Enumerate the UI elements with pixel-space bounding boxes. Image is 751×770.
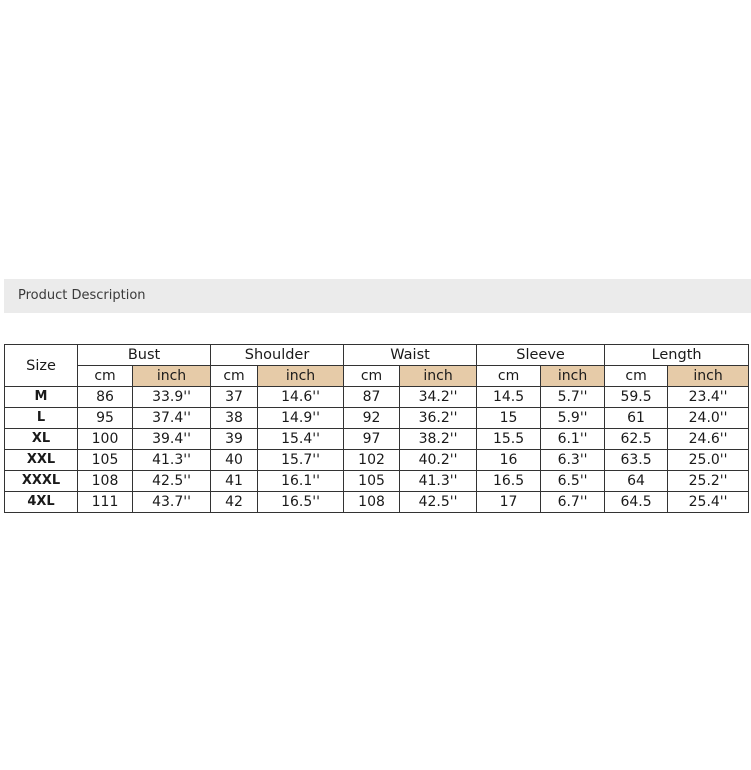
table-row	[5, 450, 749, 471]
length-cm-cell: 62.5	[605, 429, 668, 450]
shoulder-cm-cell: 37	[211, 387, 258, 408]
bust-inch-cell: 41.3''	[133, 450, 211, 471]
bust-cm-cell: 100	[78, 429, 133, 450]
bust-inch-cell: 33.9''	[133, 387, 211, 408]
sleeve-cm-cell: 16.5	[477, 471, 541, 492]
shoulder-cm-header: cm	[211, 366, 258, 387]
length-inch-cell: 24.0''	[668, 408, 749, 429]
length-cm-cell: 64.5	[605, 492, 668, 513]
sleeve-inch-header: inch	[541, 366, 605, 387]
sleeve-cm-cell: 17	[477, 492, 541, 513]
shoulder-inch-cell: 16.5''	[258, 492, 344, 513]
waist-cm-header: cm	[344, 366, 400, 387]
shoulder-cm-cell: 39	[211, 429, 258, 450]
shoulder-header: Shoulder	[211, 345, 344, 366]
sleeve-cm-header: cm	[477, 366, 541, 387]
sleeve-cm-cell: 14.5	[477, 387, 541, 408]
waist-cm-cell: 87	[344, 387, 400, 408]
unit-header-row	[5, 366, 749, 387]
bust-inch-cell: 37.4''	[133, 408, 211, 429]
size-cell: M	[5, 387, 78, 408]
waist-inch-cell: 36.2''	[400, 408, 477, 429]
bust-cm-cell: 108	[78, 471, 133, 492]
waist-cm-cell: 108	[344, 492, 400, 513]
sleeve-header: Sleeve	[477, 345, 605, 366]
table-row	[5, 471, 749, 492]
size-chart-table	[4, 344, 749, 513]
bust-inch-cell: 43.7''	[133, 492, 211, 513]
product-description-title: Product Description	[18, 288, 146, 303]
size-cell: XL	[5, 429, 78, 450]
length-inch-cell: 25.4''	[668, 492, 749, 513]
length-inch-cell: 24.6''	[668, 429, 749, 450]
bust-cm-cell: 86	[78, 387, 133, 408]
waist-inch-cell: 34.2''	[400, 387, 477, 408]
sleeve-inch-cell: 6.3''	[541, 450, 605, 471]
size-cell: XXL	[5, 450, 78, 471]
bust-inch-header: inch	[133, 366, 211, 387]
waist-header: Waist	[344, 345, 477, 366]
bust-header: Bust	[78, 345, 211, 366]
length-cm-cell: 61	[605, 408, 668, 429]
group-header-row	[5, 345, 749, 366]
shoulder-cm-cell: 38	[211, 408, 258, 429]
shoulder-cm-cell: 41	[211, 471, 258, 492]
sleeve-cm-cell: 15	[477, 408, 541, 429]
waist-inch-header: inch	[400, 366, 477, 387]
table-row	[5, 492, 749, 513]
waist-inch-cell: 38.2''	[400, 429, 477, 450]
sleeve-cm-cell: 16	[477, 450, 541, 471]
waist-cm-cell: 102	[344, 450, 400, 471]
sleeve-inch-cell: 5.7''	[541, 387, 605, 408]
table-row	[5, 429, 749, 450]
length-cm-cell: 64	[605, 471, 668, 492]
product-description-bar	[4, 279, 751, 313]
sleeve-inch-cell: 6.7''	[541, 492, 605, 513]
table-row	[5, 408, 749, 429]
shoulder-inch-cell: 14.9''	[258, 408, 344, 429]
sleeve-inch-cell: 5.9''	[541, 408, 605, 429]
waist-cm-cell: 105	[344, 471, 400, 492]
bust-cm-cell: 111	[78, 492, 133, 513]
size-cell: XXXL	[5, 471, 78, 492]
bust-inch-cell: 39.4''	[133, 429, 211, 450]
waist-cm-cell: 92	[344, 408, 400, 429]
sleeve-inch-cell: 6.5''	[541, 471, 605, 492]
waist-inch-cell: 42.5''	[400, 492, 477, 513]
waist-inch-cell: 40.2''	[400, 450, 477, 471]
length-cm-cell: 59.5	[605, 387, 668, 408]
size-column-header: Size	[5, 345, 78, 387]
shoulder-inch-cell: 14.6''	[258, 387, 344, 408]
size-cell: L	[5, 408, 78, 429]
bust-cm-cell: 95	[78, 408, 133, 429]
length-inch-cell: 25.0''	[668, 450, 749, 471]
length-header: Length	[605, 345, 749, 366]
table-row	[5, 387, 749, 408]
shoulder-inch-header: inch	[258, 366, 344, 387]
length-inch-cell: 25.2''	[668, 471, 749, 492]
length-cm-header: cm	[605, 366, 668, 387]
bust-cm-cell: 105	[78, 450, 133, 471]
length-cm-cell: 63.5	[605, 450, 668, 471]
waist-cm-cell: 97	[344, 429, 400, 450]
waist-inch-cell: 41.3''	[400, 471, 477, 492]
bust-cm-header: cm	[78, 366, 133, 387]
bust-inch-cell: 42.5''	[133, 471, 211, 492]
shoulder-cm-cell: 42	[211, 492, 258, 513]
sleeve-inch-cell: 6.1''	[541, 429, 605, 450]
shoulder-inch-cell: 16.1''	[258, 471, 344, 492]
size-cell: 4XL	[5, 492, 78, 513]
length-inch-cell: 23.4''	[668, 387, 749, 408]
sleeve-cm-cell: 15.5	[477, 429, 541, 450]
shoulder-inch-cell: 15.4''	[258, 429, 344, 450]
shoulder-inch-cell: 15.7''	[258, 450, 344, 471]
length-inch-header: inch	[668, 366, 749, 387]
shoulder-cm-cell: 40	[211, 450, 258, 471]
